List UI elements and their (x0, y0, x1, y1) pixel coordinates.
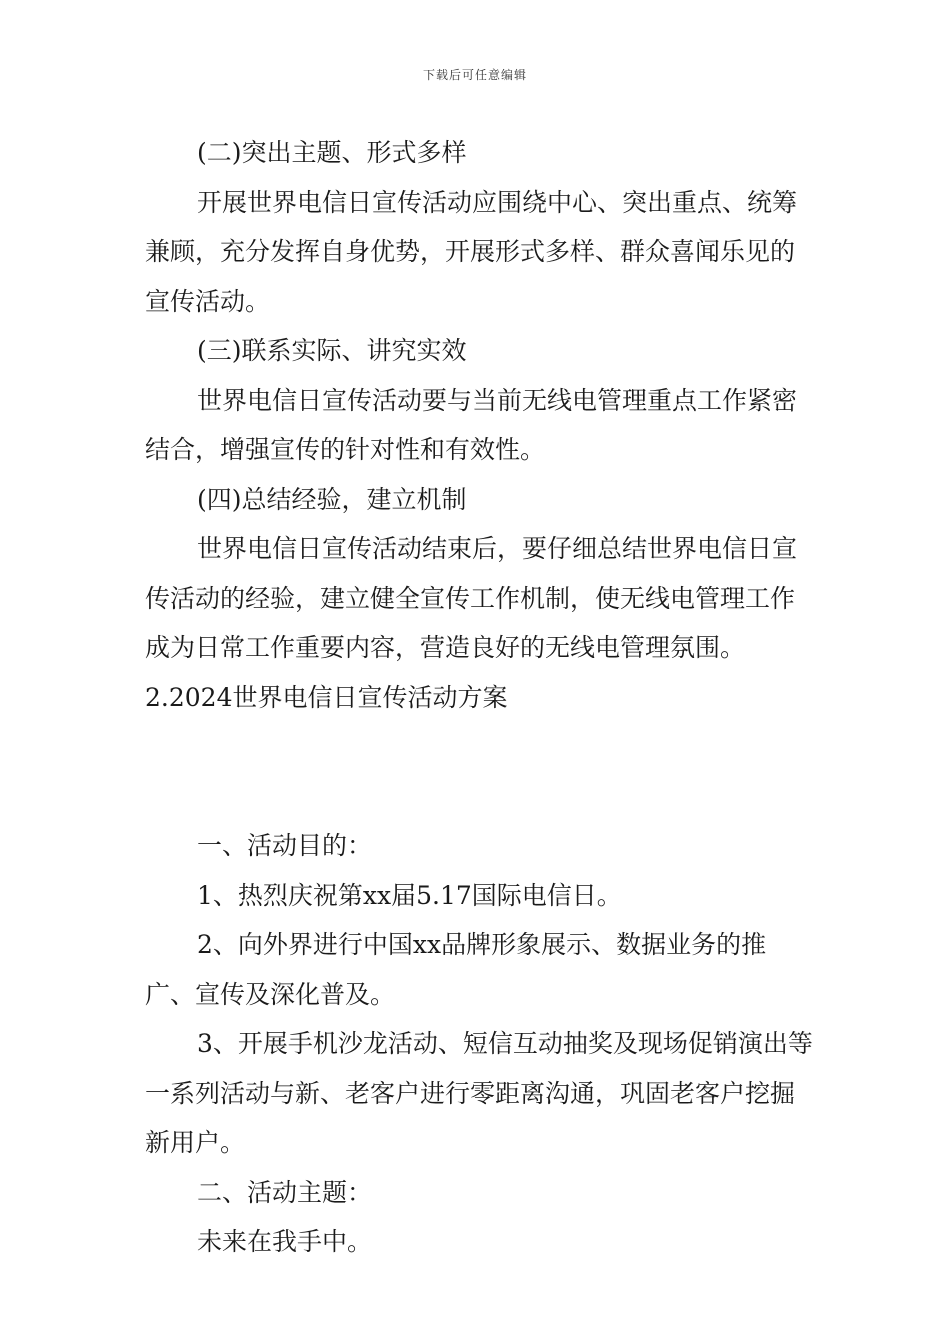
section-heading-2: (二)突出主题、形式多样 (197, 138, 467, 167)
section-heading-purpose: 一、活动目的： (197, 831, 373, 860)
page-header-note: 下载后可任意编辑 (422, 68, 527, 82)
section-heading-theme: 二、活动主题： (197, 1177, 373, 1207)
list-item: 2、向外界进行中国xx品牌形象展示、数据业务的推广、宣传及深化普及。 (145, 930, 767, 1009)
document-title: 2.2024世界电信日宣传活动方案 (145, 682, 508, 712)
paragraph: 世界电信日宣传活动要与当前无线电管理重点工作紧密结合，增强宣传的针对性和有效性。 (145, 385, 798, 464)
paragraph: 世界电信日宣传活动结束后，要仔细总结世界电信日宣传活动的经验，建立健全宣传工作机制，使无线电管理工作成为日常工作重要内容，营造良好的无线电管理氛围。 (145, 534, 798, 662)
spacer (145, 722, 815, 821)
document-body (145, 128, 815, 1267)
paragraph: 开展世界电信日宣传活动应围绕中心、突出重点、统筹兼顾，充分发挥自身优势，开展形式多样、群众喜闻乐见的宣传活动。 (145, 187, 798, 316)
section-heading-4: (四)总结经验，建立机制 (197, 484, 467, 514)
section-heading-3: (三)联系实际、讲究实效 (197, 336, 467, 365)
list-item: 1、热烈庆祝第xx届5.17国际电信日。 (197, 880, 622, 910)
paragraph: 未来在我手中。 (197, 1227, 373, 1256)
list-item: 3、开展手机沙龙活动、短信互动抽奖及现场促销演出等一系列活动与新、老客户进行零距离沟通，巩固老客户挖掘新用户。 (145, 1029, 813, 1157)
